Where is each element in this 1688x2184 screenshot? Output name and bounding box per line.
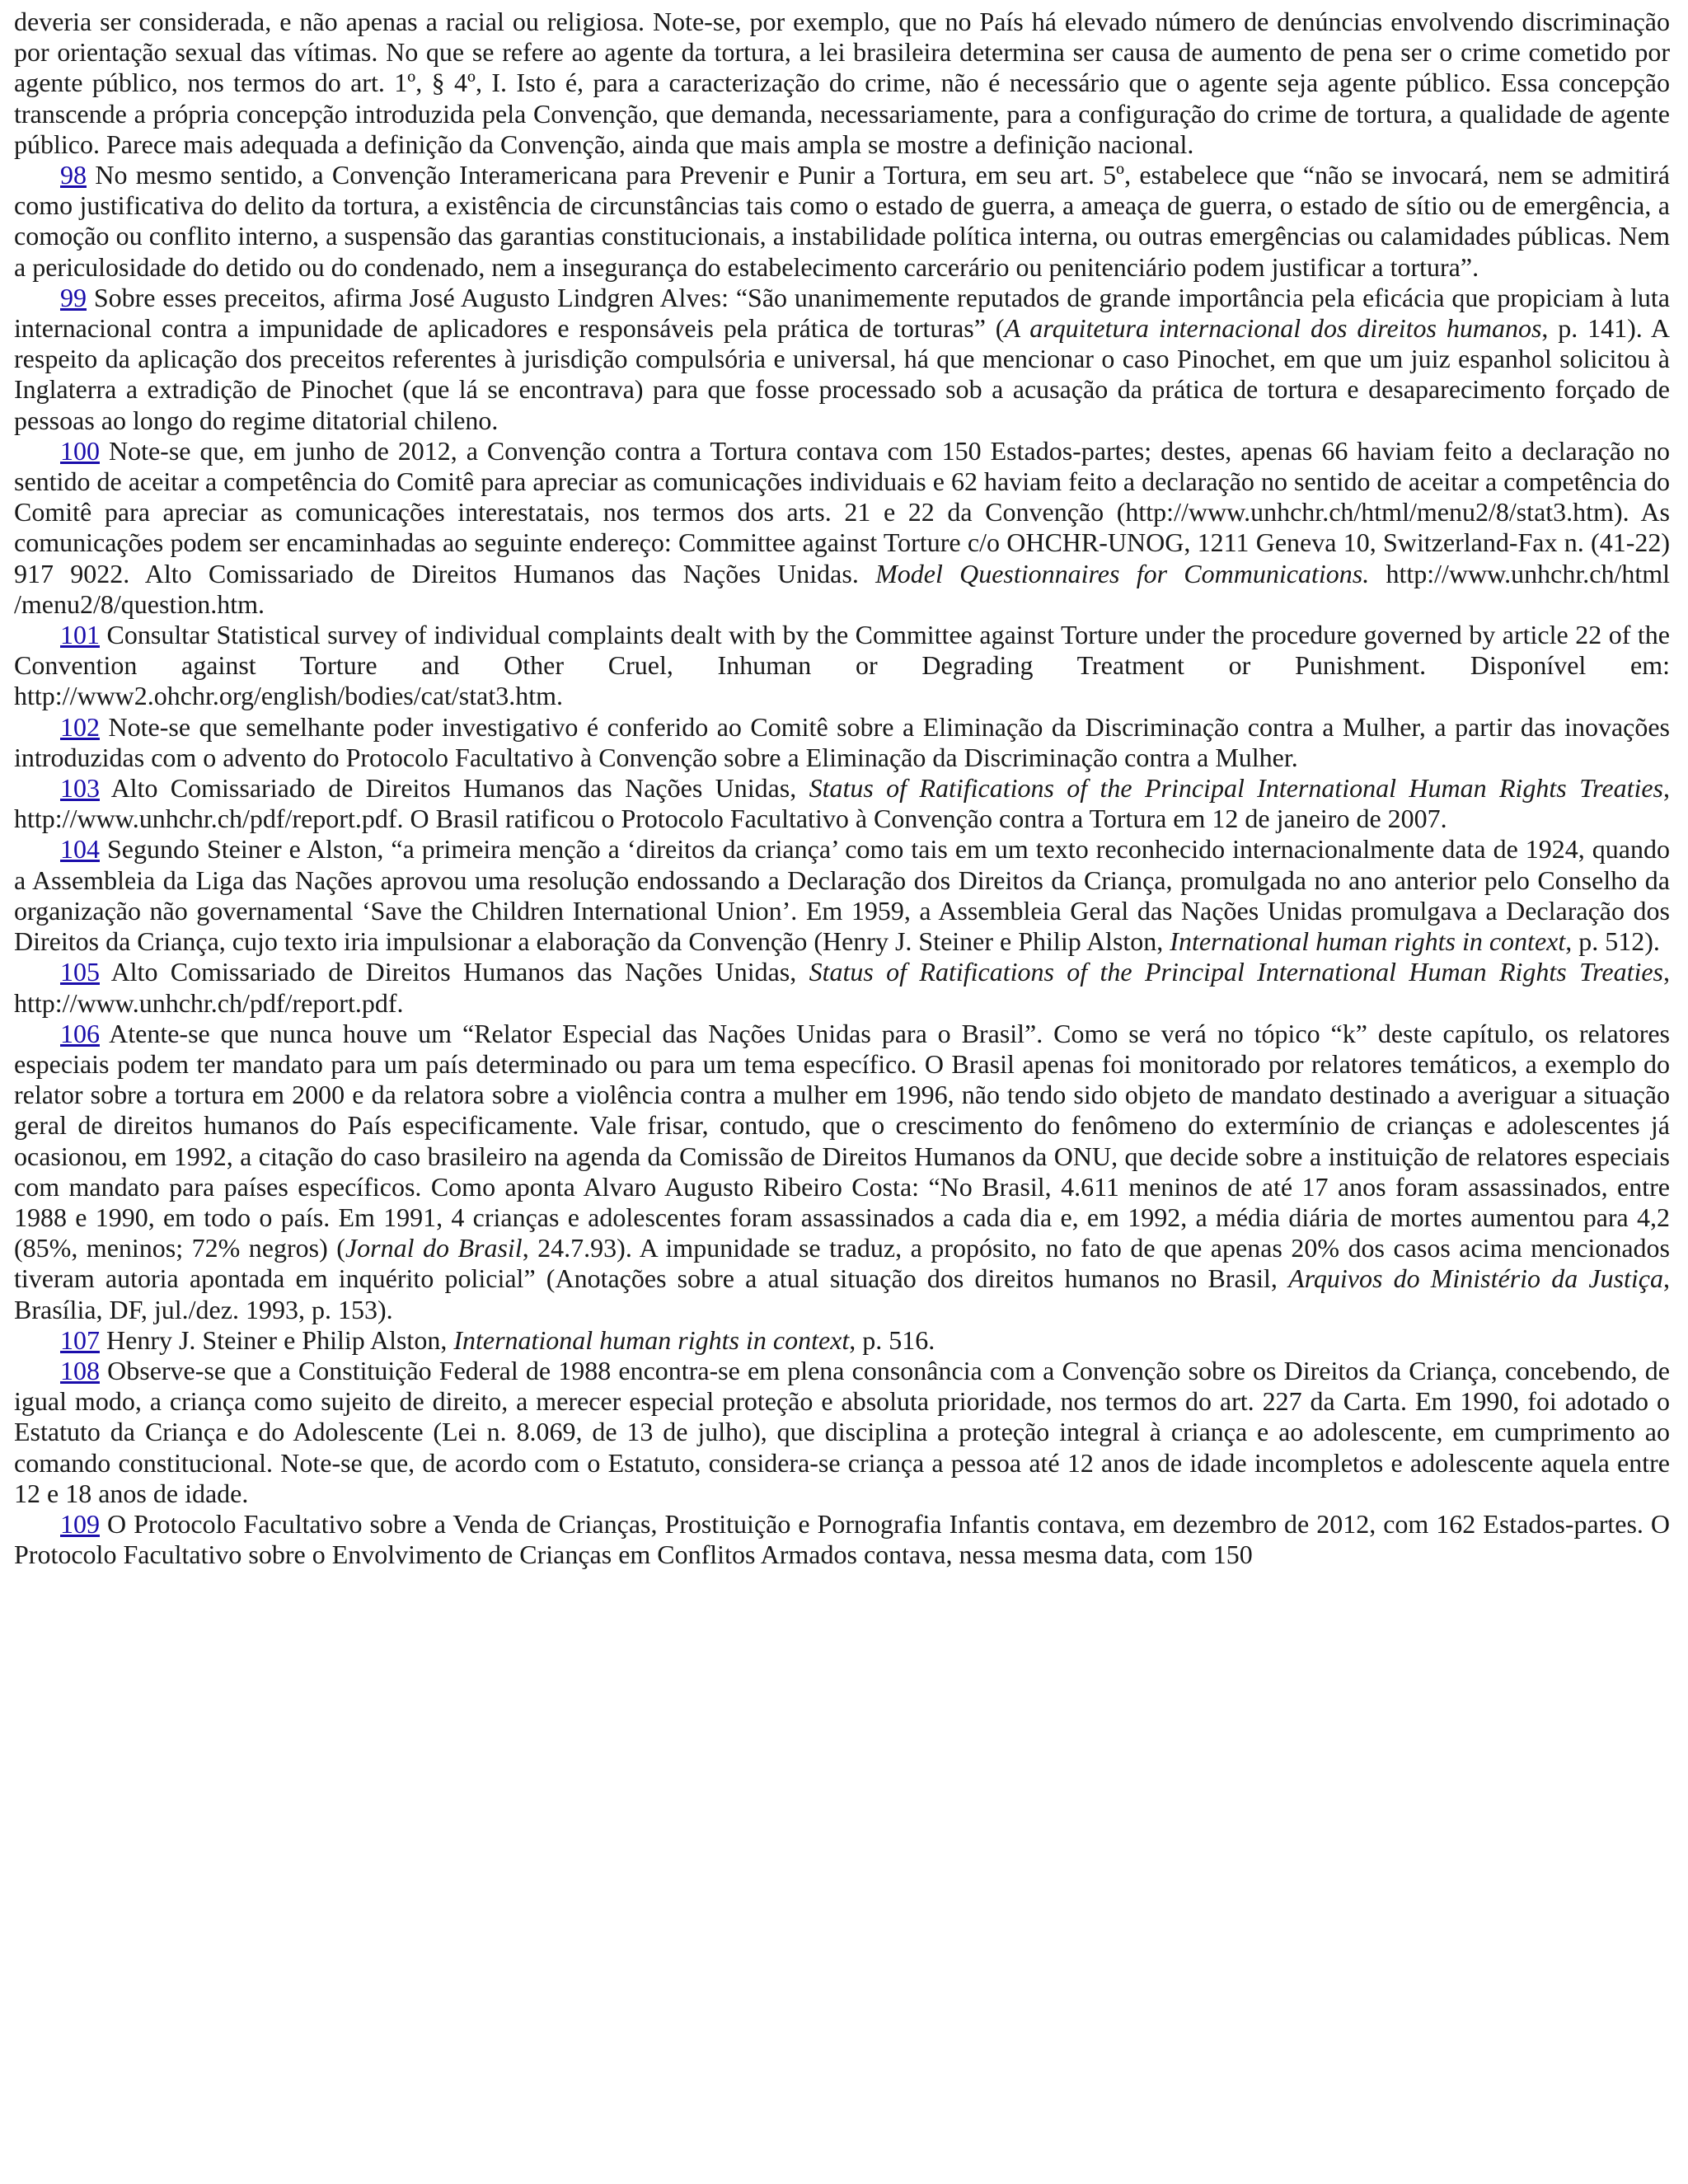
footnote-text: No mesmo sentido, a Convenção Interamericana para Prevenir e Punir a Tortura, em seu art. 5º, estabelece que “não se invocará, nem se admitirá como justificativa do delito da tortura, a existência de circunstâncias tais como o estado de guerra, a ameaça de guerra, o estado de sítio ou de emergência, a comoção ou conflito interno, a suspensão das garantias constitucionais, a instabilidade política interna, ou outras emergências ou calamidades públicas. Nem a periculosidade do detido ou do condenado, nem a insegurança do estabelecimento carcerário ou penitenciário podem justificar a tortura”.	[14, 160, 1670, 282]
footnote-ref-link-103[interactable]: 103	[60, 773, 100, 804]
footnote-text: Note-se que, em junho de 2012, a Convenção contra a Tortura contava com 150 Estados-partes; destes, apenas 66 haviam feito a declaração no sentido de aceitar a competência do Comitê para apreciar as comunicações individuais e 62 haviam feito a declaração no sentido de aceitar a competência do Comitê para apreciar as comunicações interestatais, nos termos dos arts. 21 e 22 da Convenção (http://www.unhchr.ch/html/menu2/8/stat3.htm). As comunicações podem ser encaminhadas ao seguinte endereço: Committee against Torture c/o OHCHR-UNOG, 1211 Geneva 10, Switzerland-Fax n. (41-22) 917 9022. Alto Comissariado de Direitos Humanos das Nações Unidas.	[14, 435, 1670, 588]
footnote-ref-link-102[interactable]: 102	[60, 711, 100, 742]
footnote-ref-link-99[interactable]: 99	[60, 282, 87, 312]
footnote-text: , p. 516.	[849, 1324, 935, 1355]
footnote-100	[14, 436, 1670, 620]
footnote-text: , http://www.unhchr.ch/pdf/report.pdf. O Brasil ratificou o Protocolo Facultativo à Convenção contra a Tortura em 12 de janeiro de 2007.	[14, 773, 1671, 834]
footnote-text: Alto Comissariado de Direitos Humanos das Nações Unidas,	[100, 773, 809, 804]
footnote-ref-link-108[interactable]: 108	[60, 1355, 100, 1385]
footnote-text: , p. 141). A respeito da aplicação dos preceitos referentes à jurisdição compulsória e universal, há que mencionar o caso Pinochet, em que um juiz espanhol solicitou à Inglaterra a extradição de Pinochet (que lá se encontrava) para que fosse processado sob a acusação da prática de tortura e desaparecimento forçado de pessoas ao longo do regime ditatorial chileno.	[14, 313, 1671, 435]
footnote-text: Observe-se que a Constituição Federal de 1988 encontra-se em plena consonância com a Convenção sobre os Direitos da Criança, concebendo, de igual modo, a criança como sujeito de direito, a merecer especial proteção e absoluta prioridade, nos termos do art. 227 da Carta. Em 1990, foi adotado o Estatuto da Criança e do Adolescente (Lei n. 8.069, de 13 de julho), que disciplina a proteção integral à criança e ao adolescente, em cumprimento ao comando constitucional. Note-se que, de acordo com o Estatuto, considera-se criança a pessoa até 12 anos de idade incompletos e adolescente aquela entre 12 e 18 anos de idade.	[14, 1355, 1670, 1508]
footnote-103	[14, 773, 1670, 834]
footnote-109	[14, 1509, 1670, 1570]
footnote-105	[14, 957, 1670, 1018]
italic-citation: A arquitetura internacional dos direitos humanos	[1004, 313, 1542, 344]
italic-citation: Status of Ratifications of the Principal International Human Rights Treaties	[809, 957, 1664, 987]
footnote-ref-link-105[interactable]: 105	[60, 957, 100, 987]
italic-citation: International human rights in context	[1170, 926, 1566, 957]
footnote-ref-link-106[interactable]: 106	[60, 1018, 100, 1048]
footnote-text: Atente-se que nunca houve um “Relator Especial das Nações Unidas para o Brasil”. Como se verá no tópico “k” deste capítulo, os relatores especiais podem ter mandato para um país determinado ou para um tema específico. O Brasil apenas foi monitorado por relatores temáticos, a exemplo do relator sobre a tortura em 2000 e da relatora sobre a violência contra a mulher em 1996, não tendo sido objeto de mandato destinado a averiguar a situação geral de direitos humanos do País especificamente. Vale frisar, contudo, que o crescimento do fenômeno do extermínio de crianças e adolescentes já ocasionou, em 1992, a citação do caso brasileiro na agenda da Comissão de Direitos Humanos da ONU, que decide sobre a instituição de relatores especiais com mandato para países específicos. Como aponta Alvaro Augusto Ribeiro Costa: “No Brasil, 4.611 meninos de até 17 anos foram assassinados, entre 1988 e 1990, em todo o país. Em 1991, 4 crianças e adolescentes foram assassinados a cada dia e, em 1992, a média diária de mortes aumentou para 4,2 (85%, meninos; 72% negros) (	[14, 1018, 1670, 1263]
footnote-text: O Protocolo Facultativo sobre a Venda de Crianças, Prostituição e Pornografia Infantis contava, em dezembro de 2012, com 162 Estados-partes. O Protocolo Facultativo sobre o Envolvimento de Crianças em Conflitos Armados contava, nessa mesma data, com 150	[14, 1508, 1670, 1570]
footnote-text: Consultar Statistical survey of individual complaints dealt with by the Committee against Torture under the procedure governed by article 22 of the Convention against Torture and Other Cruel, Inhuman or Degrading Treatment or Punishment. Disponível em: http://www2.ohchr.org/english/bodies/cat/stat3.htm.	[14, 620, 1670, 711]
footnote-text: Segundo Steiner e Alston, “a primeira menção a ‘direitos da criança’ como tais em um texto reconhecido internacionalmente data de 1924, quando a Assembleia da Liga das Nações aprovou uma resolução endossando a Declaração dos Direitos da Criança, promulgada no ano anterior pelo Conselho da organização não governamental ‘Save the Children International Union’. Em 1959, a Assembleia Geral das Nações Unidas promulgava a Declaração dos Direitos da Criança, cujo texto iria impulsionar a elaboração da Convenção (Henry J. Steiner e Philip Alston,	[14, 834, 1670, 957]
footnote-107	[14, 1325, 1670, 1356]
footnote-101	[14, 620, 1670, 712]
footnote-ref-link-107[interactable]: 107	[60, 1324, 100, 1355]
footnote-text: , http://www.unhchr.ch/pdf/report.pdf.	[14, 957, 1671, 1018]
footnote-ref-link-101[interactable]: 101	[60, 620, 100, 650]
footnote-text: , 24.7.93). A impunidade se traduz, a propósito, no fato de que apenas 20% dos casos acima mencionados tiveram autoria apontada em inquérito policial” (Anotações sobre a atual situação dos direitos humanos no Brasil,	[14, 1233, 1671, 1294]
italic-citation: International human rights in context	[453, 1324, 850, 1355]
footnote-106	[14, 1019, 1670, 1325]
continued-paragraph	[14, 7, 1670, 160]
footnote-98	[14, 160, 1670, 283]
footnote-text: Henry J. Steiner e Philip Alston,	[100, 1324, 454, 1355]
footnote-text: , Brasília, DF, jul./dez. 1993, p. 153).	[14, 1263, 1671, 1324]
footnote-text: Note-se que semelhante poder investigativo é conferido ao Comitê sobre a Eliminação da Discriminação contra a Mulher, a partir das inovações introduzidas com o advento do Protocolo Facultativo à Convenção sobre a Eliminação da Discriminação contra a Mulher.	[14, 711, 1670, 772]
footnote-108	[14, 1356, 1670, 1509]
footnote-99	[14, 283, 1670, 436]
italic-citation: Arquivos do Ministério da Justiça	[1288, 1263, 1664, 1294]
italic-citation: Status of Ratifications of the Principal International Human Rights Treaties	[809, 773, 1664, 804]
footnote-ref-link-98[interactable]: 98	[60, 160, 87, 190]
footnote-104	[14, 834, 1670, 957]
footnote-ref-link-104[interactable]: 104	[60, 834, 100, 865]
footnote-text: , p. 512).	[1565, 926, 1660, 957]
footnote-text: Alto Comissariado de Direitos Humanos das Nações Unidas,	[100, 957, 809, 987]
footnote-text: http://www.unhchr.ch/html /menu2/8/question.htm.	[14, 558, 1671, 619]
italic-citation: Jornal do Brasil	[345, 1233, 523, 1263]
footnote-102	[14, 712, 1670, 773]
footnote-ref-link-109[interactable]: 109	[60, 1508, 100, 1539]
footnote-text: deveria ser considerada, e não apenas a racial ou religiosa. Note-se, por exemplo, que no País há elevado número de denúncias envolvendo discriminação por orientação sexual das vítimas. No que se refere ao agente da tortura, a lei brasileira determina ser causa de aumento de pena ser o crime cometido por agente público, nos termos do art. 1º, § 4º, I. Isto é, para a caracterização do crime, não é necessário que o agente seja agente público. Essa concepção transcende a própria concepção introduzida pela Convenção, que demanda, necessariamente, para a configuração do crime de tortura, a qualidade de agente público. Parece mais adequada a definição da Convenção, ainda que mais ampla se mostre a definição nacional.	[14, 7, 1670, 159]
italic-citation: Model Questionnaires for Communications.	[875, 558, 1370, 588]
footnote-text: Sobre esses preceitos, afirma José Augusto Lindgren Alves: “São unanimemente reputados de grande importância pela eficácia que propiciam à luta internacional contra a impunidade de aplicadores e responsáveis pela prática de torturas” (	[14, 282, 1670, 344]
footnote-ref-link-100[interactable]: 100	[60, 435, 100, 466]
